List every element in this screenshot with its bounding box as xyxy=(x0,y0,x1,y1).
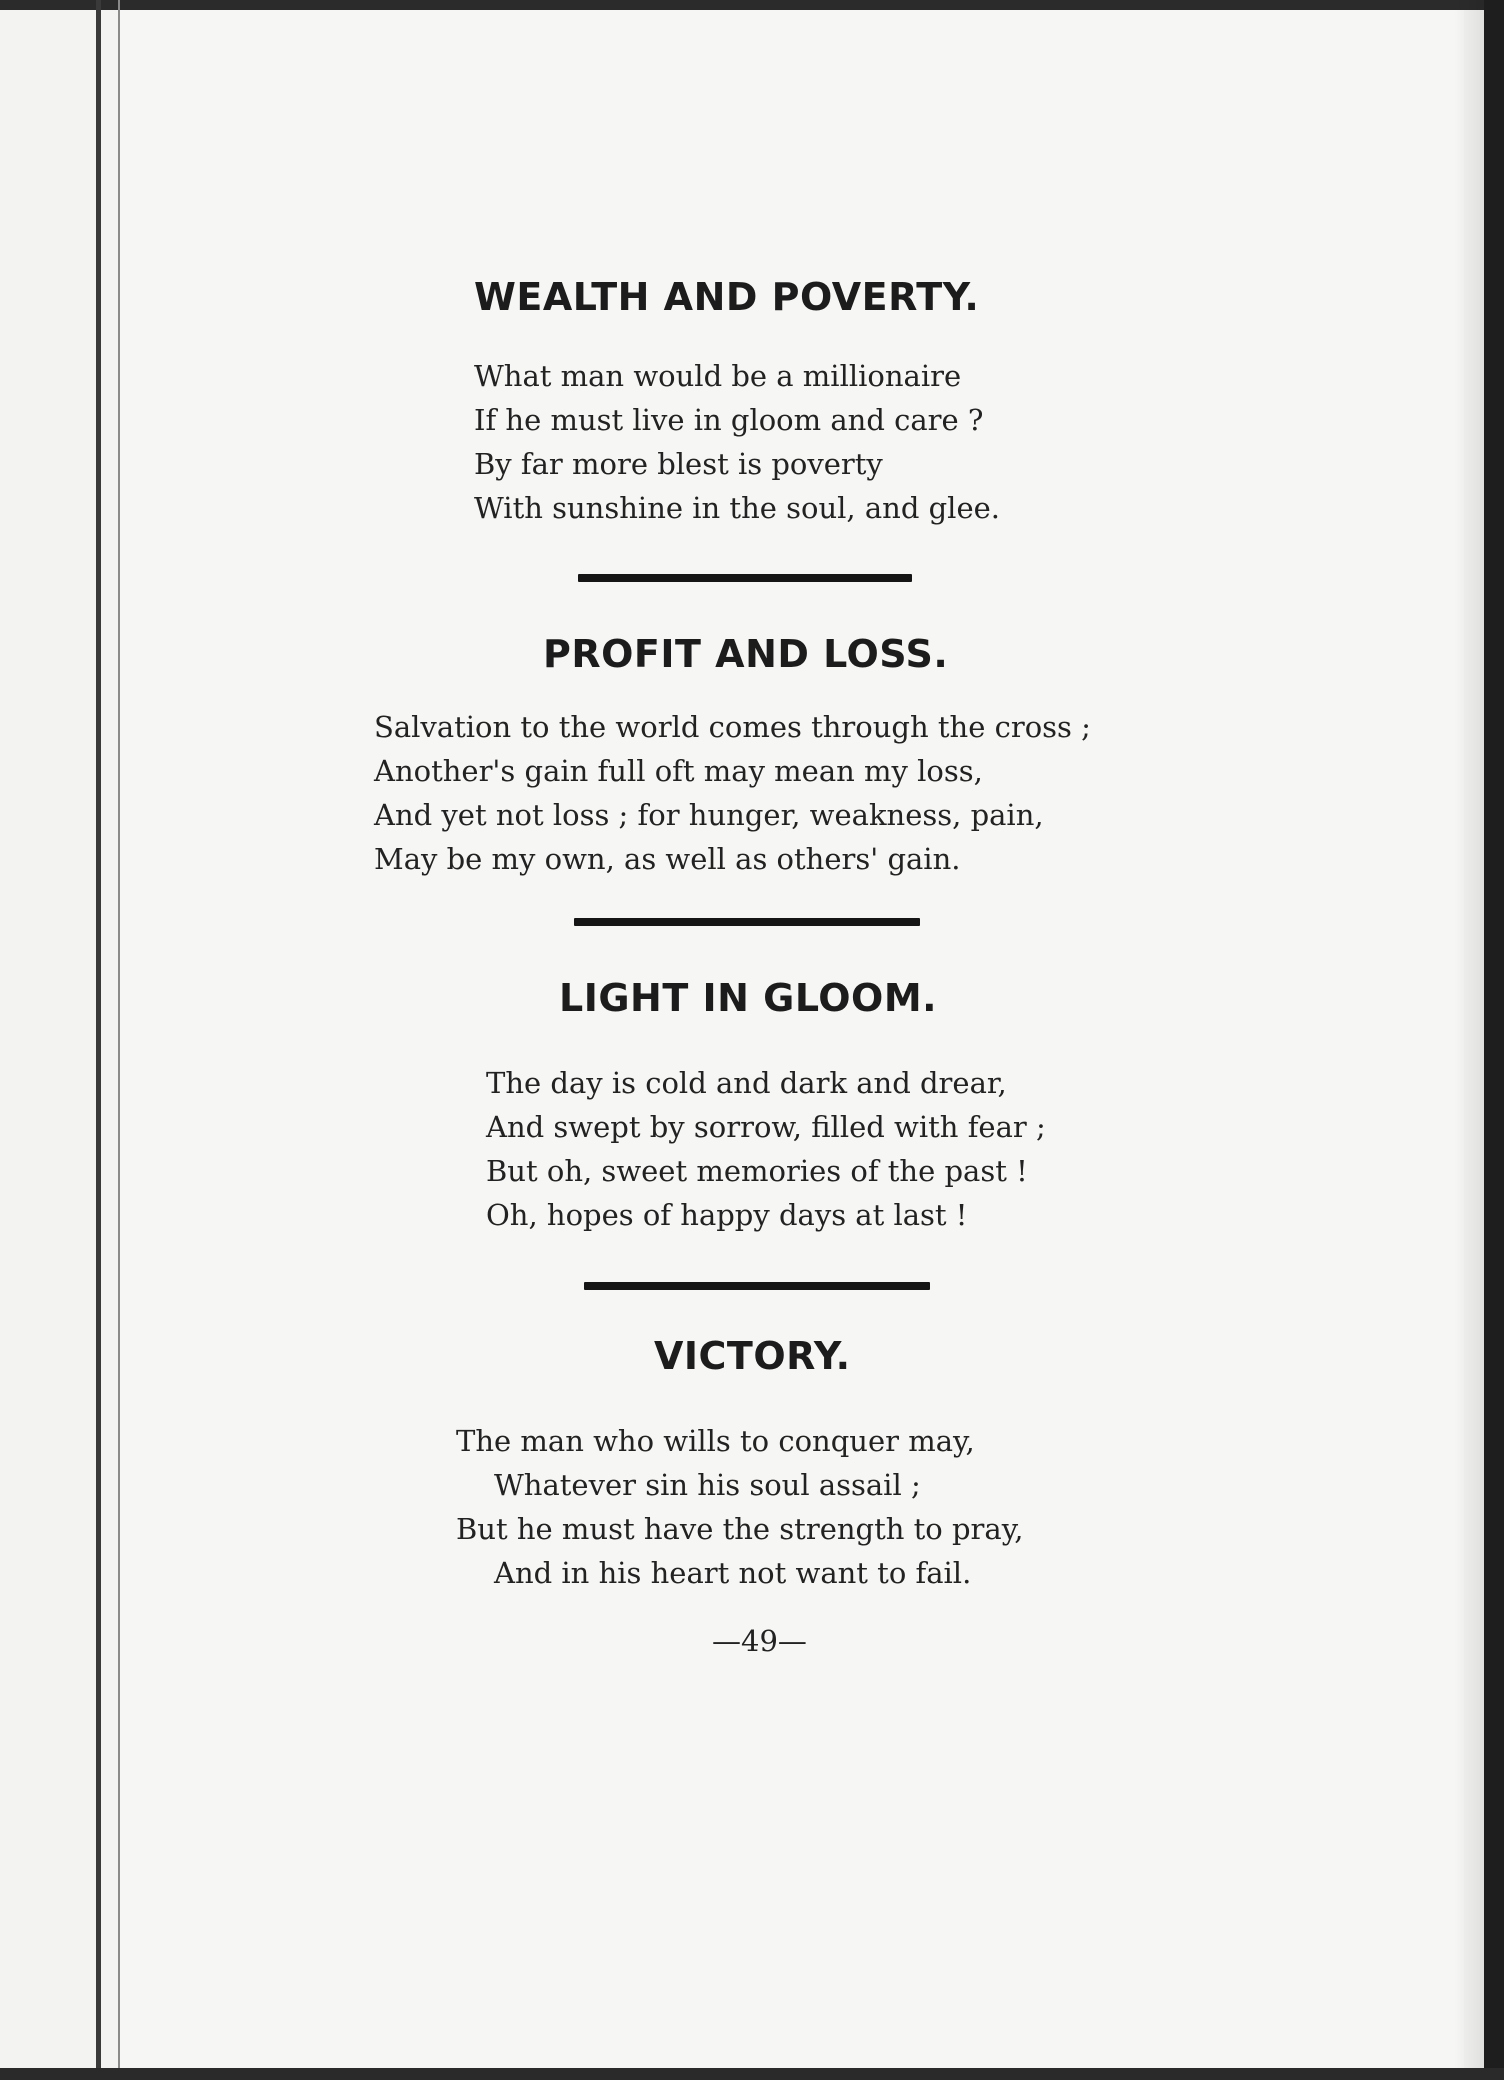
verse-line: And swept by sorrow, filled with fear ; xyxy=(486,1110,1046,1144)
poem-verse-profit-and-loss xyxy=(374,705,1091,881)
page-number: —49— xyxy=(712,1624,807,1658)
verse-line: By far more blest is poverty xyxy=(474,447,883,481)
poem-title-profit-and-loss: PROFIT AND LOSS. xyxy=(543,632,949,676)
verse-line: And yet not loss ; for hunger, weakness, pain, xyxy=(374,798,1044,832)
verse-line: If he must live in gloom and care ? xyxy=(474,403,984,437)
verse-line: Whatever sin his soul assail ; xyxy=(494,1468,921,1502)
verse-line: Another's gain full oft may mean my loss, xyxy=(374,754,983,788)
verse-line: May be my own, as well as others' gain. xyxy=(374,842,961,876)
verse-line: What man would be a millionaire xyxy=(474,359,962,393)
section-divider xyxy=(574,918,920,926)
verse-line: Salvation to the world comes through the cross ; xyxy=(374,710,1091,744)
poem-verse-light-in-gloom xyxy=(486,1061,1046,1237)
poem-title-wealth-and-poverty: WEALTH AND POVERTY. xyxy=(474,275,980,319)
verse-line: But oh, sweet memories of the past ! xyxy=(486,1154,1028,1188)
verse-line: The day is cold and dark and drear, xyxy=(486,1066,1007,1100)
verse-line: Oh, hopes of happy days at last ! xyxy=(486,1198,968,1232)
verse-line: The man who wills to conquer may, xyxy=(456,1424,975,1458)
poem-verse-wealth-and-poverty xyxy=(474,354,1000,530)
verse-line: But he must have the strength to pray, xyxy=(456,1512,1024,1546)
verse-line: And in his heart not want to fail. xyxy=(494,1556,972,1590)
poem-title-victory: VICTORY. xyxy=(654,1334,851,1378)
section-divider xyxy=(578,574,912,582)
section-divider xyxy=(584,1282,930,1290)
verse-line: With sunshine in the soul, and glee. xyxy=(474,491,1000,525)
poem-verse-victory xyxy=(456,1419,1023,1595)
poem-title-light-in-gloom: LIGHT IN GLOOM. xyxy=(559,976,938,1020)
